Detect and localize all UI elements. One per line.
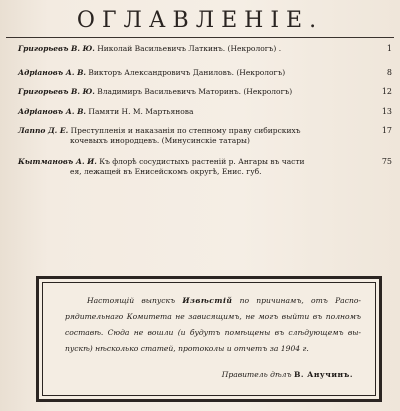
toc-text: Памяти Н. М. Мартьянова [88, 107, 194, 116]
toc-author: Лаппо Д. Е. [18, 126, 69, 135]
toc-entry [18, 107, 392, 117]
signature-prefix: Правитель дѣлъ [221, 370, 292, 379]
page-title: ОГЛАВЛЕНІЕ. [76, 8, 324, 33]
toc-text-continued: кочевыхъ инородцевъ. (Минусинскіе татары) [70, 136, 250, 145]
toc-page-number: 13 [381, 107, 392, 116]
toc-page-number: 75 [381, 157, 392, 166]
title-rule [6, 37, 394, 38]
signature [222, 370, 353, 379]
toc-author: Кытмановъ А. И. [18, 157, 97, 166]
toc-author: Адріановъ А. В. [18, 107, 87, 116]
toc-author: Адріановъ А. В. [18, 68, 87, 77]
notice-box [36, 276, 382, 402]
toc-text: Николай Васильевичъ Латкинъ. (Некрологъ) . [97, 44, 282, 53]
toc-page-number: 1 [386, 44, 392, 53]
toc-entry [18, 44, 392, 54]
toc-entry [18, 87, 392, 97]
notice-line1-end: по причинамъ, отъ Распо- [232, 296, 361, 305]
toc-entry [18, 126, 392, 146]
toc-entry [18, 68, 392, 78]
toc-author: Григорьевъ В. Ю. [18, 44, 95, 53]
notice-text [65, 293, 361, 357]
toc-text: Викторъ Александровичъ Даниловъ. (Некрологъ) [88, 68, 286, 77]
toc-text: Преступленія и наказанія по степному праву сибирскихъ [70, 126, 301, 135]
toc-page-number: 8 [386, 68, 392, 77]
toc-author: Григорьевъ В. Ю. [18, 87, 95, 96]
notice-body: рядительнаго Комитета не зависящимъ, не могъ выйти въ полномъ составѣ. Сюда не вошли (и будутъ помѣщены въ слѣдующемъ вы-пускѣ) нѣсколько статей, протоколы и отчетъ за 1904 г. [65, 312, 361, 353]
toc-page-number: 17 [381, 126, 392, 135]
toc-entry [18, 157, 392, 177]
signature-name: В. Анучинъ. [293, 370, 353, 379]
toc-text: Къ флорѣ сосудистыхъ растеній р. Ангары въ части [99, 157, 305, 166]
toc-text-continued: ея, лежащей въ Енисейскомъ округѣ, Енис. губ. [70, 167, 262, 176]
notice-bold-title: Извѣстій [182, 296, 233, 305]
toc-page-number: 12 [381, 87, 392, 96]
notice-line1-start: Настоящій выпускъ [87, 296, 183, 305]
toc-text: Владимиръ Васильевичъ Маторинъ. (Некрологъ) [97, 87, 293, 96]
